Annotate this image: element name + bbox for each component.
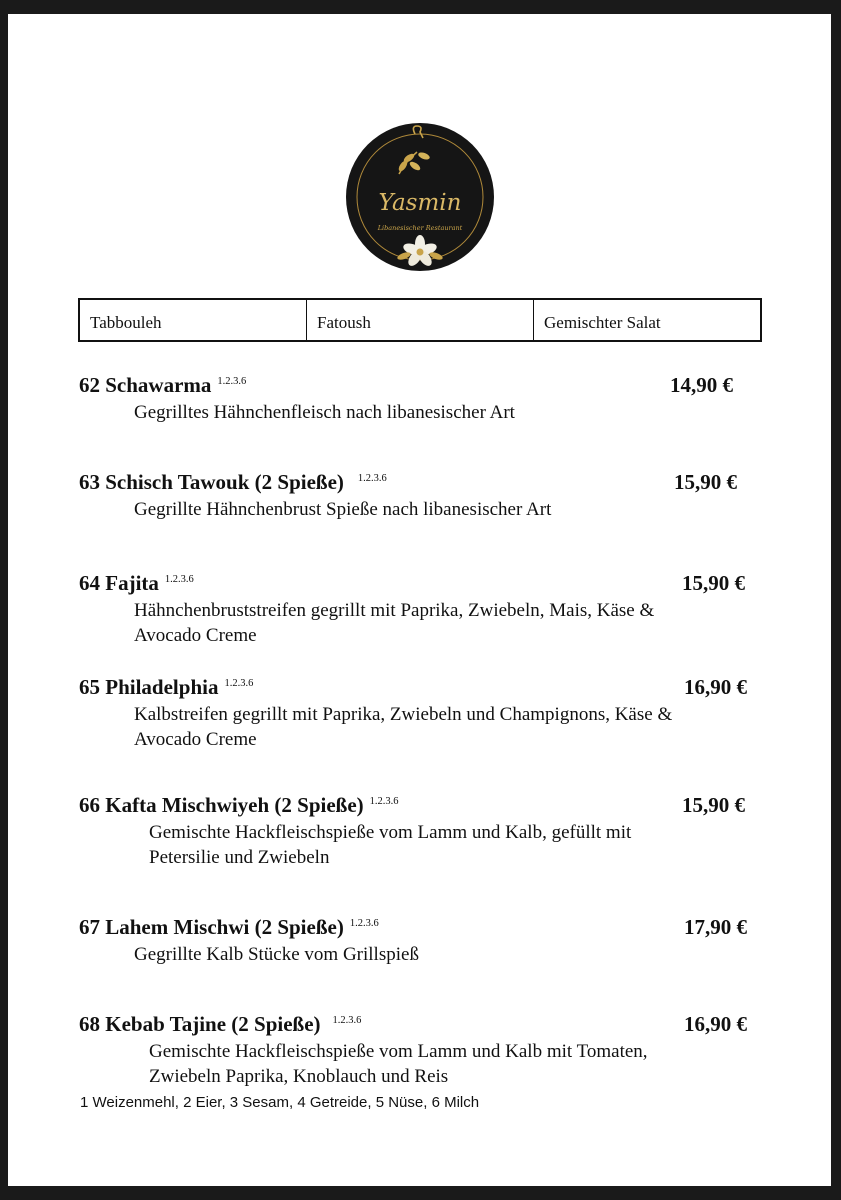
item-price: 16,90 €	[684, 1012, 747, 1036]
item-description: Hähnchenbruststreifen gegrillt mit Paprika, Zwiebeln, Mais, Käse &	[134, 600, 655, 621]
salad-cell-gemischter-salat: Gemischter Salat	[544, 313, 661, 332]
item-price: 15,90 €	[682, 793, 745, 817]
menu-page	[8, 14, 831, 1186]
item-title: 64 Fajita	[79, 571, 159, 595]
allergen-codes: 1.2.3.6	[357, 473, 387, 484]
logo-name: Yasmin	[378, 190, 462, 216]
menu-item	[79, 373, 769, 425]
item-description: Gegrillte Kalb Stücke vom Grillspieß	[134, 944, 419, 965]
salad-cell-fatoush: Fatoush	[307, 300, 534, 340]
item-price: 16,90 €	[684, 675, 747, 699]
item-price: 15,90 €	[674, 470, 737, 494]
menu-item	[79, 915, 769, 967]
item-description: Avocado Creme	[134, 729, 257, 750]
item-price: 14,90 €	[670, 373, 733, 397]
menu-item	[79, 1012, 769, 1089]
item-title: 62 Schawarma	[79, 373, 212, 397]
menu-item	[79, 793, 769, 870]
restaurant-logo	[345, 122, 495, 272]
item-description: Avocado Creme	[134, 625, 257, 646]
item-description: Zwiebeln Paprika, Knoblauch und Reis	[149, 1066, 449, 1087]
salad-cell-tabbouleh: Tabbouleh	[80, 300, 307, 340]
item-price: 17,90 €	[684, 915, 747, 939]
allergen-footnote: 1 Weizenmehl, 2 Eier, 3 Sesam, 4 Getreide, 5 Nüse, 6 Milch	[80, 1094, 480, 1111]
allergen-codes: 1.2.3.6	[369, 796, 399, 807]
item-title: 65 Philadelphia	[79, 675, 219, 699]
menu-item	[79, 470, 769, 522]
item-title: 63 Schisch Tawouk (2 Spieße)	[79, 470, 344, 494]
menu-item	[79, 571, 769, 648]
item-title: 66 Kafta Mischwiyeh (2 Spieße)	[79, 793, 364, 817]
item-description: Gegrilltes Hähnchenfleisch nach libanesischer Art	[134, 402, 515, 423]
allergen-codes: 1.2.3.6	[217, 376, 247, 387]
item-description: Petersilie und Zwiebeln	[149, 847, 330, 868]
allergen-codes: 1.2.3.6	[224, 678, 254, 689]
item-description: Gemischte Hackfleischspieße vom Lamm und Kalb mit Tomaten,	[149, 1041, 648, 1062]
item-description: Gemischte Hackfleischspieße vom Lamm und Kalb, gefüllt mit	[149, 822, 632, 843]
item-description: Gegrillte Hähnchenbrust Spieße nach libanesischer Art	[134, 499, 552, 520]
item-price: 15,90 €	[682, 571, 745, 595]
allergen-codes: 1.2.3.6	[349, 918, 379, 929]
allergen-codes: 1.2.3.6	[332, 1015, 362, 1026]
item-title: 68 Kebab Tajine (2 Spieße)	[79, 1012, 321, 1036]
item-description: Kalbstreifen gegrillt mit Paprika, Zwiebeln und Champignons, Käse &	[134, 704, 673, 725]
logo-tagline: Libanesischer Restaurant	[377, 224, 463, 232]
menu-item	[79, 675, 769, 752]
salad-table	[78, 298, 762, 342]
item-title: 67 Lahem Mischwi (2 Spieße)	[79, 915, 344, 939]
allergen-codes: 1.2.3.6	[164, 574, 194, 585]
